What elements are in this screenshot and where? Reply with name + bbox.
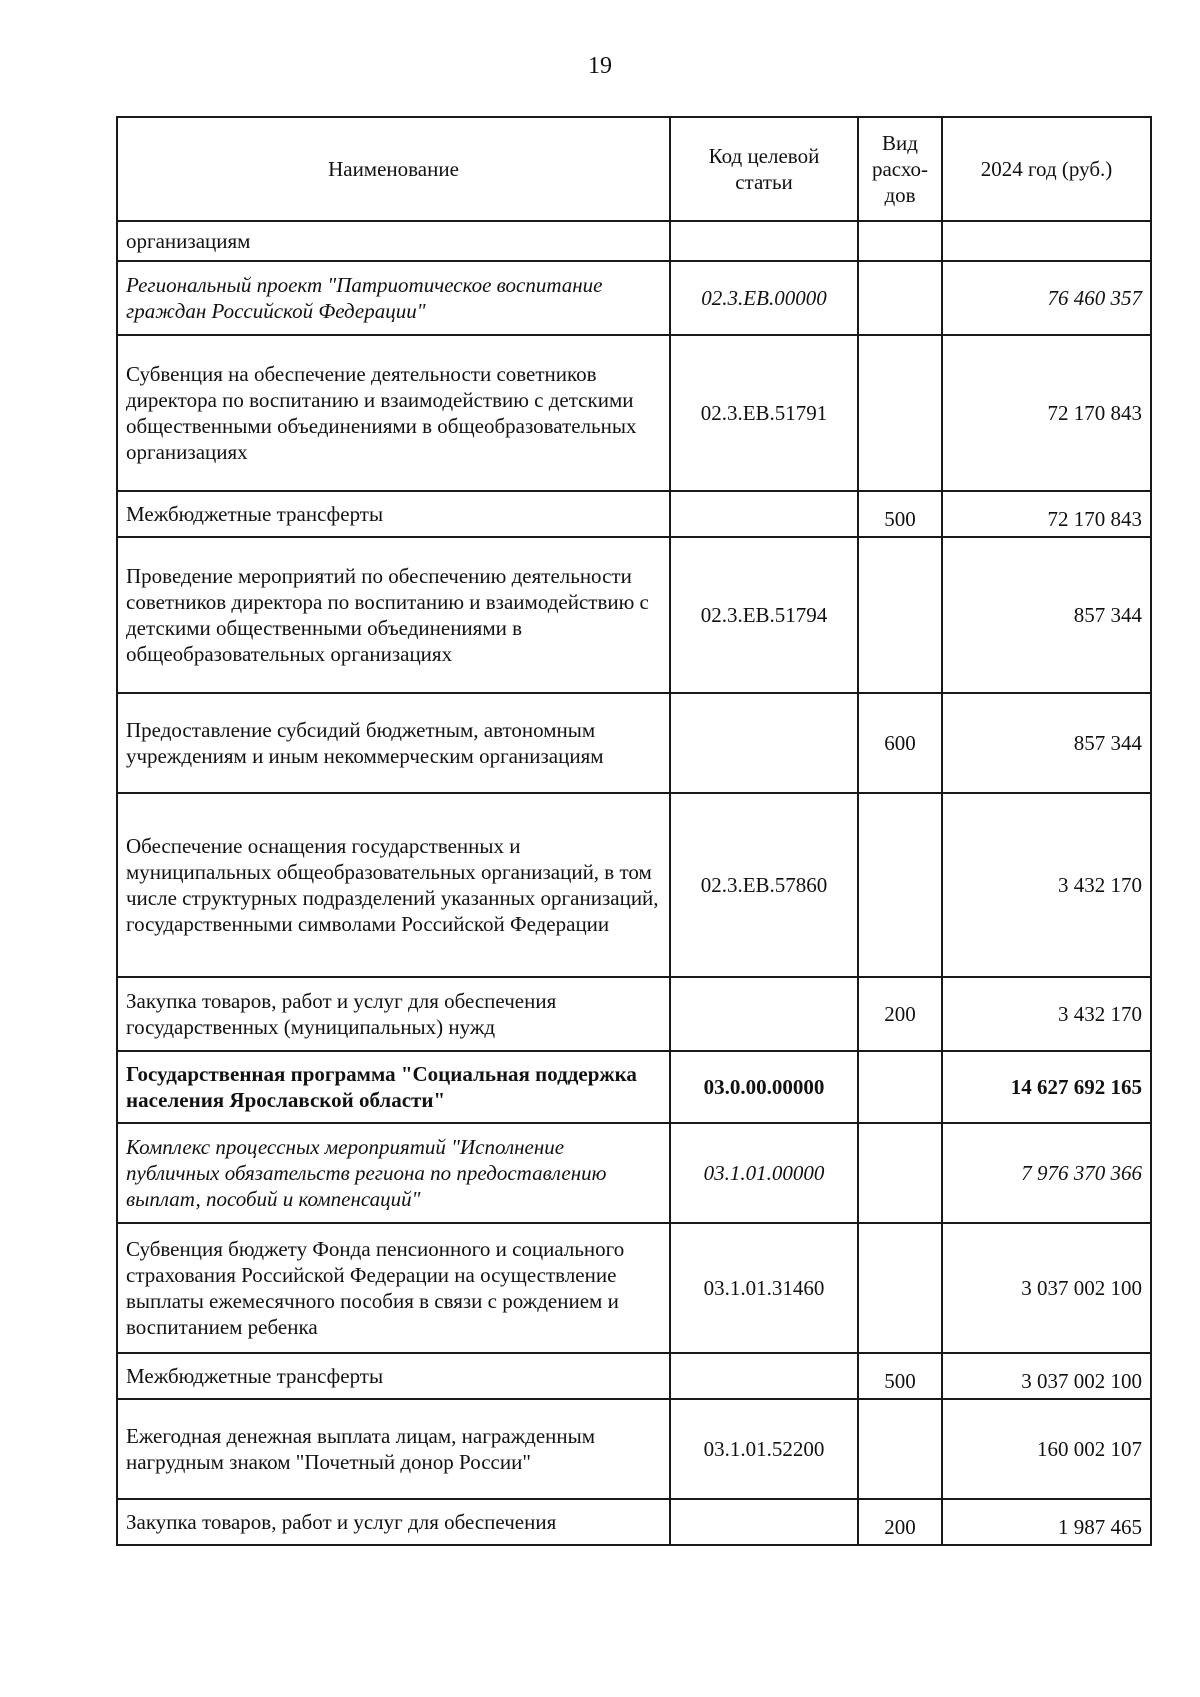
table-row (117, 1353, 1151, 1399)
header-name: Наименование (117, 117, 670, 221)
row-name: Субвенция на обеспечение деятельности советников директора по воспитанию и взаимодействию с детскими общественными объединениями в общеобразовательных организациях (117, 335, 670, 491)
row-name: организациям (117, 221, 670, 261)
row-sum: 14 627 692 165 (942, 1051, 1151, 1123)
row-code (670, 1353, 858, 1399)
table-row (117, 261, 1151, 335)
header-type: Вид расхо-дов (858, 117, 942, 221)
row-type (858, 1123, 942, 1223)
row-name: Региональный проект "Патриотическое воспитание граждан Российской Федерации" (117, 261, 670, 335)
table-row (117, 1499, 1151, 1545)
table-row (117, 491, 1151, 537)
row-name: Предоставление субсидий бюджетным, автономным учреждениям и иным некоммерческим организациям (117, 693, 670, 793)
table-row (117, 1223, 1151, 1353)
row-sum (942, 221, 1151, 261)
header-sum: 2024 год (руб.) (942, 117, 1151, 221)
page-number: 19 (588, 53, 612, 79)
row-type: 200 (858, 1499, 942, 1545)
row-code (670, 1499, 858, 1545)
row-code (670, 221, 858, 261)
table-row (117, 693, 1151, 793)
row-type (858, 537, 942, 693)
table-row (117, 537, 1151, 693)
table-row (117, 1123, 1151, 1223)
table-header-row (117, 117, 1151, 221)
row-code: 03.1.01.00000 (670, 1123, 858, 1223)
row-code (670, 977, 858, 1051)
row-code (670, 693, 858, 793)
row-name: Закупка товаров, работ и услуг для обеспечения государственных (муниципальных) нужд (117, 977, 670, 1051)
table-row (117, 1051, 1151, 1123)
row-type: 200 (858, 977, 942, 1051)
row-type: 500 (858, 491, 942, 537)
row-type (858, 793, 942, 977)
table-row (117, 221, 1151, 261)
row-name: Межбюджетные трансферты (117, 1353, 670, 1399)
row-sum: 72 170 843 (942, 335, 1151, 491)
row-sum: 857 344 (942, 693, 1151, 793)
row-name: Комплекс процессных мероприятий "Исполнение публичных обязательств региона по предоставлению выплат, пособий и компенсаций" (117, 1123, 670, 1223)
row-code: 02.3.ЕВ.51791 (670, 335, 858, 491)
row-sum: 1 987 465 (942, 1499, 1151, 1545)
row-code (670, 491, 858, 537)
row-sum: 7 976 370 366 (942, 1123, 1151, 1223)
row-code: 02.3.ЕВ.57860 (670, 793, 858, 977)
row-name: Субвенция бюджету Фонда пенсионного и социального страхования Российской Федерации на осуществление выплаты ежемесячного пособия в связи с рождением и воспитанием ребенка (117, 1223, 670, 1353)
row-sum: 3 037 002 100 (942, 1353, 1151, 1399)
row-sum: 76 460 357 (942, 261, 1151, 335)
table-row (117, 793, 1151, 977)
row-type (858, 335, 942, 491)
row-type: 600 (858, 693, 942, 793)
row-code: 03.0.00.00000 (670, 1051, 858, 1123)
row-sum: 3 432 170 (942, 977, 1151, 1051)
row-name: Закупка товаров, работ и услуг для обеспечения (117, 1499, 670, 1545)
row-sum: 857 344 (942, 537, 1151, 693)
row-sum: 72 170 843 (942, 491, 1151, 537)
table-row (117, 1399, 1151, 1499)
row-sum: 160 002 107 (942, 1399, 1151, 1499)
row-type (858, 1399, 942, 1499)
row-type (858, 1223, 942, 1353)
table-row (117, 335, 1151, 491)
header-code: Код целевой статьи (670, 117, 858, 221)
row-code: 02.3.ЕВ.51794 (670, 537, 858, 693)
row-type: 500 (858, 1353, 942, 1399)
row-code: 03.1.01.31460 (670, 1223, 858, 1353)
row-name: Государственная программа "Социальная поддержка населения Ярославской области" (117, 1051, 670, 1123)
row-code: 03.1.01.52200 (670, 1399, 858, 1499)
row-name: Ежегодная денежная выплата лицам, награжденным нагрудным знаком "Почетный донор России" (117, 1399, 670, 1499)
row-type (858, 221, 942, 261)
row-code: 02.3.ЕВ.00000 (670, 261, 858, 335)
row-name: Межбюджетные трансферты (117, 491, 670, 537)
row-type (858, 1051, 942, 1123)
row-name: Обеспечение оснащения государственных и муниципальных общеобразовательных организаций, в том числе структурных подразделений указанных организаций, государственными символами Российской Федерации (117, 793, 670, 977)
row-sum: 3 037 002 100 (942, 1223, 1151, 1353)
budget-table (116, 116, 1152, 1546)
table-body (117, 221, 1151, 1545)
row-name: Проведение мероприятий по обеспечению деятельности советников директора по воспитанию и взаимодействию с детскими общественными объединениями в общеобразовательных организациях (117, 537, 670, 693)
row-sum: 3 432 170 (942, 793, 1151, 977)
row-type (858, 261, 942, 335)
table-row (117, 977, 1151, 1051)
